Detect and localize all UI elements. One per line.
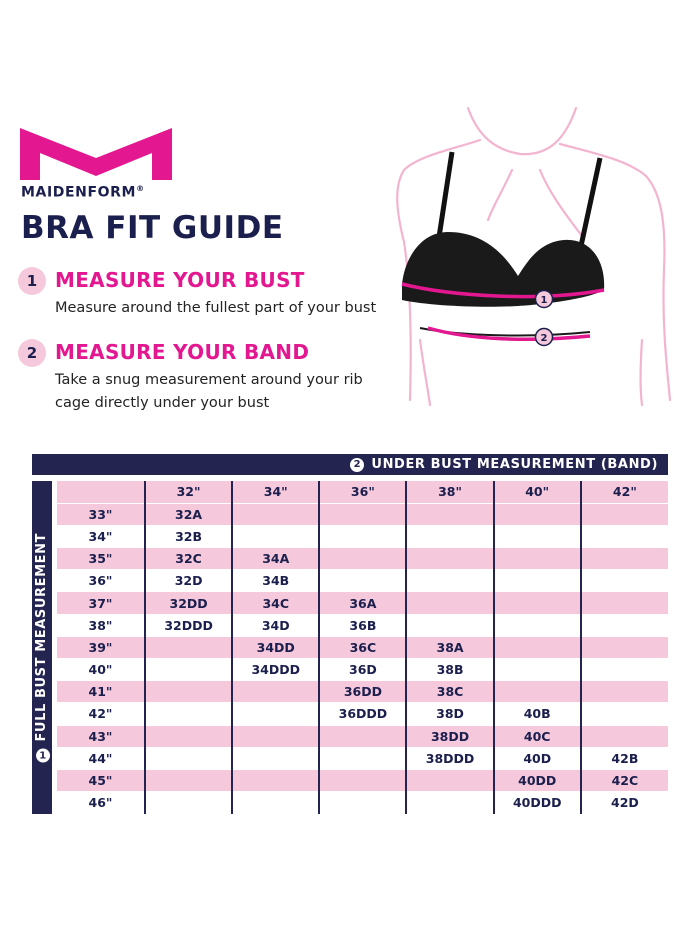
band-size-header: 36"	[319, 481, 406, 503]
under-bust-header	[350, 454, 658, 475]
table-row	[57, 525, 668, 547]
full-bust-side-label	[32, 481, 52, 814]
bra-size-cell	[232, 703, 319, 725]
bra-size-cell	[494, 681, 581, 703]
bra-size-cell	[581, 525, 668, 547]
bust-measurement-cell: 34"	[57, 525, 145, 547]
side-label: FULL BUST MEASUREMENT	[34, 532, 50, 742]
bra-size-cell: 32C	[145, 548, 232, 570]
bra-size-cell: 42C	[581, 769, 668, 791]
bra-size-cell: 32DDD	[145, 614, 232, 636]
bra-size-cell	[145, 769, 232, 791]
bust-measurement-cell: 39"	[57, 636, 145, 658]
table-row	[57, 659, 668, 681]
bra-size-cell: 38C	[406, 681, 493, 703]
bra-size-cell	[232, 725, 319, 747]
bust-measurement-cell: 45"	[57, 769, 145, 791]
bra-size-cell	[581, 659, 668, 681]
step-number-badge: 2	[18, 339, 46, 367]
bra-size-cell	[494, 614, 581, 636]
bra-size-cell: 38DDD	[406, 747, 493, 769]
bra-size-cell: 38DD	[406, 725, 493, 747]
bra-size-cell	[232, 525, 319, 547]
band-size-header: 38"	[406, 481, 493, 503]
bra-size-cell: 40B	[494, 703, 581, 725]
bra-size-cell: 42B	[581, 747, 668, 769]
figure-marker-1: 1	[540, 295, 548, 306]
bra-size-cell	[494, 570, 581, 592]
bra-size-cell: 38D	[406, 703, 493, 725]
step-title: MEASURE YOUR BAND	[55, 340, 310, 364]
bra-size-cell: 36A	[319, 592, 406, 614]
band-size-header: 34"	[232, 481, 319, 503]
bra-size-cell	[494, 548, 581, 570]
bra-size-cell	[406, 525, 493, 547]
bra-size-cell: 40D	[494, 747, 581, 769]
bra-size-cell	[406, 614, 493, 636]
step-description: Take a snug measurement around your rib cage directly under your bust	[55, 372, 363, 411]
table-row	[57, 703, 668, 725]
bra-size-cell	[232, 747, 319, 769]
step-number-badge: 1	[18, 267, 46, 295]
bra-size-cell: 36D	[319, 659, 406, 681]
table-row	[57, 592, 668, 614]
bra-size-cell	[232, 681, 319, 703]
bust-measurement-cell: 44"	[57, 747, 145, 769]
bra-size-cell: 32A	[145, 503, 232, 525]
table-row	[57, 747, 668, 769]
bra-size-cell	[581, 503, 668, 525]
size-chart-table	[57, 481, 668, 814]
table-header-row	[57, 481, 668, 503]
bra-size-cell: 36DD	[319, 681, 406, 703]
table-row	[57, 570, 668, 592]
bra-size-cell	[581, 614, 668, 636]
table-row	[57, 681, 668, 703]
bra-size-cell: 32D	[145, 570, 232, 592]
bra-size-cell: 34DD	[232, 636, 319, 658]
bra-size-cell	[494, 592, 581, 614]
bra-size-cell: 36C	[319, 636, 406, 658]
bra-size-cell: 40C	[494, 725, 581, 747]
bra-size-cell: 42D	[581, 792, 668, 814]
bra-size-cell	[581, 725, 668, 747]
bra-size-cell	[406, 548, 493, 570]
bra-size-cell	[145, 703, 232, 725]
bra-figure-illustration	[390, 100, 680, 410]
bra-size-cell: 34B	[232, 570, 319, 592]
under-bust-header-bar	[32, 454, 668, 475]
bra-size-cell	[145, 681, 232, 703]
bust-measurement-cell: 43"	[57, 725, 145, 747]
bra-size-cell	[406, 503, 493, 525]
bra-size-cell	[319, 747, 406, 769]
bra-size-cell: 34A	[232, 548, 319, 570]
band-size-header: 32"	[145, 481, 232, 503]
bra-size-cell	[319, 503, 406, 525]
bra-size-cell: 40DDD	[494, 792, 581, 814]
bra-size-cell	[581, 548, 668, 570]
bra-size-cell	[232, 769, 319, 791]
bust-measurement-cell: 37"	[57, 592, 145, 614]
bra-size-cell: 32B	[145, 525, 232, 547]
table-row	[57, 636, 668, 658]
bra-size-cell	[145, 636, 232, 658]
header-number-badge: 2	[350, 458, 364, 472]
bra-size-cell	[494, 525, 581, 547]
table-row	[57, 614, 668, 636]
bra-size-cell	[232, 503, 319, 525]
page-title: BRA FIT GUIDE	[21, 210, 284, 246]
bra-size-cell: 36DDD	[319, 703, 406, 725]
table-row	[57, 503, 668, 525]
step-description: Measure around the fullest part of your bust	[55, 300, 377, 316]
bra-size-cell	[145, 659, 232, 681]
bra-size-cell	[145, 792, 232, 814]
bra-size-cell	[581, 570, 668, 592]
bra-size-cell	[145, 747, 232, 769]
bra-size-cell	[494, 503, 581, 525]
header-label: UNDER BUST MEASUREMENT (BAND)	[371, 457, 658, 472]
bra-size-cell: 34C	[232, 592, 319, 614]
bust-measurement-cell: 46"	[57, 792, 145, 814]
bust-measurement-cell: 41"	[57, 681, 145, 703]
bra-size-cell	[581, 592, 668, 614]
bust-measurement-cell: 38"	[57, 614, 145, 636]
table-row	[57, 725, 668, 747]
side-number-badge: 1	[36, 748, 50, 762]
bra-size-cell	[319, 792, 406, 814]
bra-size-cell	[581, 703, 668, 725]
bust-measurement-cell: 40"	[57, 659, 145, 681]
bra-size-cell	[494, 659, 581, 681]
table-row	[57, 792, 668, 814]
bra-size-cell	[406, 792, 493, 814]
bra-size-cell	[406, 769, 493, 791]
bra-size-cell	[319, 725, 406, 747]
table-row	[57, 548, 668, 570]
table-row	[57, 769, 668, 791]
bra-size-cell	[319, 548, 406, 570]
bra-size-cell	[319, 525, 406, 547]
band-size-header: 42"	[581, 481, 668, 503]
band-size-header: 40"	[494, 481, 581, 503]
bust-measurement-cell: 33"	[57, 503, 145, 525]
bra-size-cell	[406, 570, 493, 592]
corner-cell	[57, 481, 145, 503]
bust-measurement-cell: 35"	[57, 548, 145, 570]
maidenform-logo-icon	[20, 128, 172, 180]
bra-size-cell: 38B	[406, 659, 493, 681]
bra-size-cell	[581, 636, 668, 658]
bra-size-cell	[581, 681, 668, 703]
step-title: MEASURE YOUR BUST	[55, 268, 305, 292]
bra-size-cell	[319, 769, 406, 791]
bra-size-cell: 34DDD	[232, 659, 319, 681]
bra-size-cell: 34D	[232, 614, 319, 636]
bra-size-cell	[494, 636, 581, 658]
bra-size-cell	[406, 592, 493, 614]
bust-measurement-cell: 36"	[57, 570, 145, 592]
bra-size-cell	[319, 570, 406, 592]
bra-size-cell: 38A	[406, 636, 493, 658]
bust-measurement-cell: 42"	[57, 703, 145, 725]
brand-name: MAIDENFORM®	[21, 184, 145, 201]
bra-size-cell	[145, 725, 232, 747]
bra-size-cell: 32DD	[145, 592, 232, 614]
bra-size-cell: 40DD	[494, 769, 581, 791]
bra-size-cell	[232, 792, 319, 814]
figure-marker-2: 2	[540, 333, 548, 344]
bra-size-cell: 36B	[319, 614, 406, 636]
